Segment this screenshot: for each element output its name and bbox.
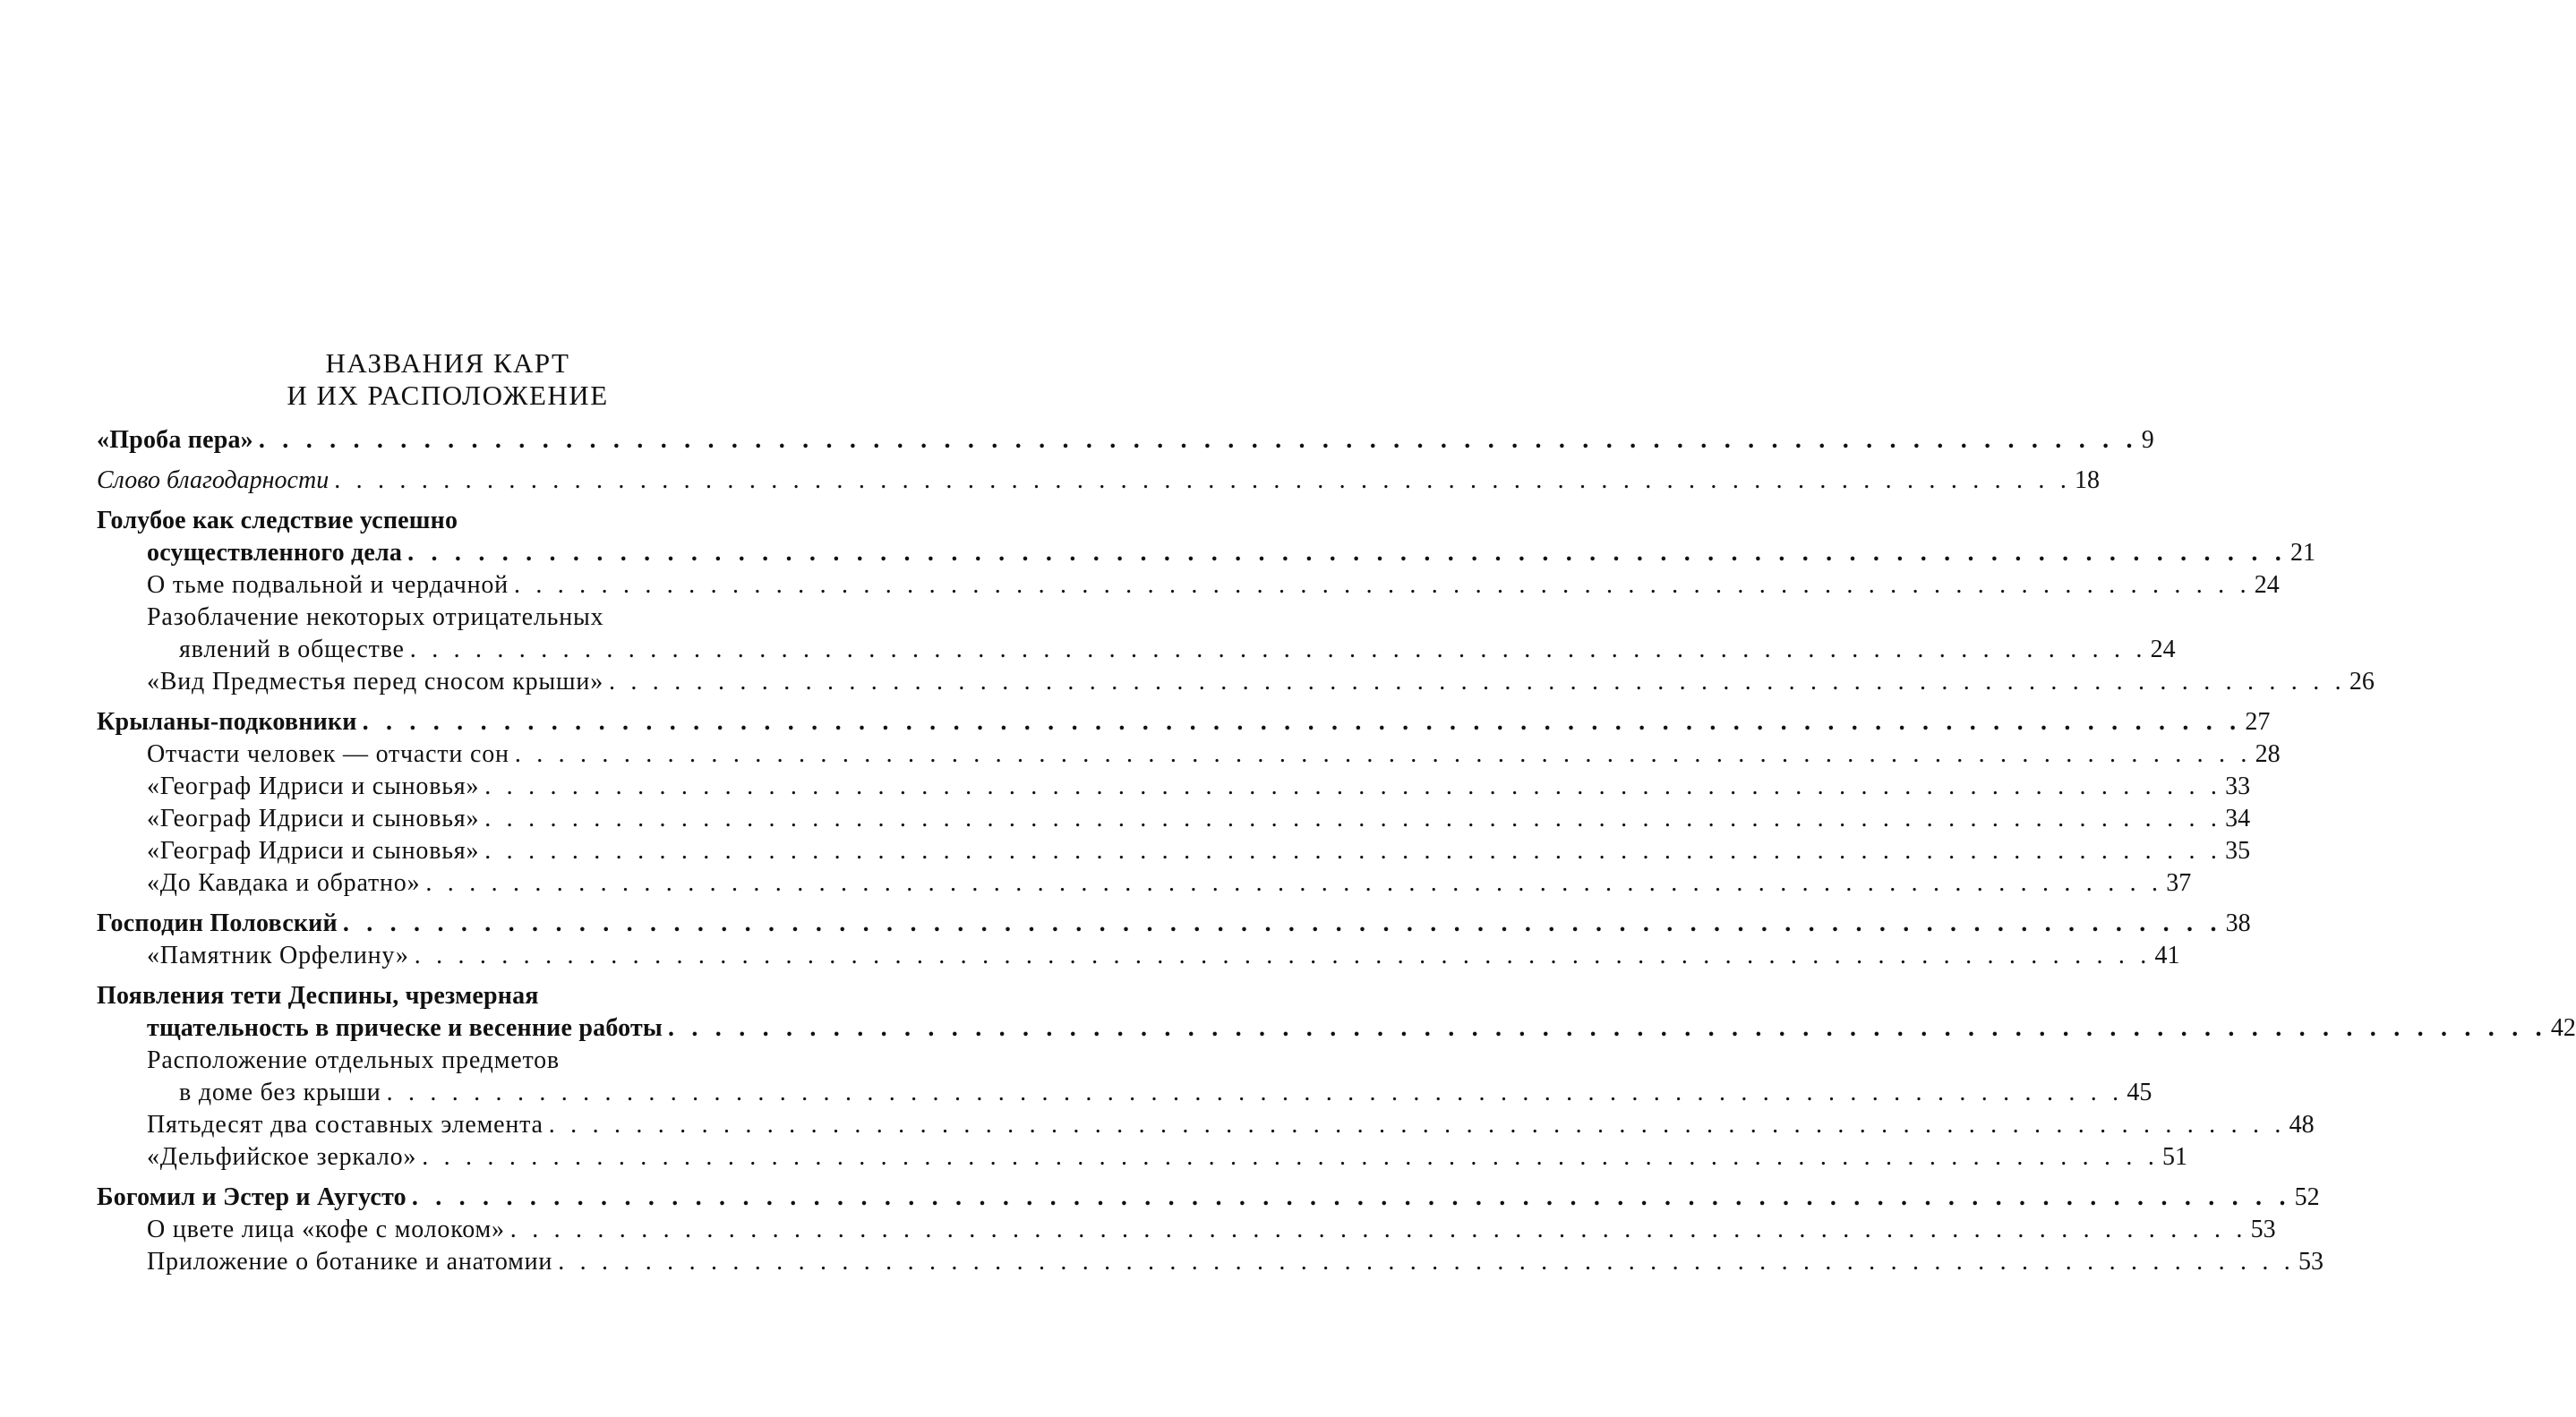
toc-page-number: 41 — [2154, 942, 2180, 969]
toc-page-number: 18 — [2075, 466, 2101, 494]
toc-entry — [97, 835, 2251, 867]
toc-page-number: 21 — [2289, 539, 2315, 567]
toc-entry — [97, 1246, 2324, 1278]
toc-entry-title: Господин Половский — [97, 909, 338, 937]
section-gap — [97, 457, 738, 465]
toc-leader-dots: . . . . . . . . . . . . . . . . . . . . . . . . . . . . . . . . . . . . . . . . . . . . . . . . . . . . . . . . . . . . . . . . . . . . . . . . . . . . . . . . — [342, 909, 2222, 937]
section-gap — [97, 900, 738, 908]
toc-entry-title: Приложение о ботанике и анатомии — [147, 1248, 553, 1276]
toc-leader-dots: . . . . . . . . . . . . . . . . . . . . . . . . . . . . . . . . . . . . . . . . . . . . . . . . . . . . . . . . . . . . . . . . . . . . . . . . . . . . . . . . — [484, 805, 2222, 832]
toc-title-line-1: НАЗВАНИЯ КАРТ — [325, 347, 570, 379]
toc-entry-title: осуществленного дела — [147, 539, 403, 567]
toc-page-number: 37 — [2166, 869, 2192, 897]
toc-entry — [97, 666, 2375, 698]
toc-leader-dots: . . . . . . . . . . . . . . . . . . . . . . . . . . . . . . . . . . . . . . . . . . . . . . . . . . . . . . . . . . . . . . . . . . . . . . . . . . . . . . . . — [414, 942, 2152, 969]
toc-entry — [97, 867, 2192, 900]
toc-leader-dots: . . . . . . . . . . . . . . . . . . . . . . . . . . . . . . . . . . . . . . . . . . . . . . . . . . . . . . . . . . . . . . . . . . . . . . . . . . . . . . . . — [386, 1079, 2124, 1106]
toc-entry — [97, 738, 2281, 771]
toc-leader-dots: . . . . . . . . . . . . . . . . . . . . . . . . . . . . . . . . . . . . . . . . . . . . . . . . . . . . . . . . . . . . . . . . . . . . . . . . . . . . . . . . — [609, 668, 2346, 696]
toc-entry-title: О тьме подвальной и чердачной — [147, 571, 509, 599]
toc-entry — [97, 908, 2251, 940]
toc-entry-title: Голубое как следствие успешно — [97, 507, 458, 534]
toc-entry-title: Крыланы-подковники — [97, 708, 357, 736]
toc-entry — [97, 1045, 738, 1077]
toc-leader-dots: . . . . . . . . . . . . . . . . . . . . . . . . . . . . . . . . . . . . . . . . . . . . . . . . . . . . . . . . . . . . . . . . . . . . . . . . . . . . . . . . — [258, 426, 2138, 454]
toc-leader-dots: . . . . . . . . . . . . . . . . . . . . . . . . . . . . . . . . . . . . . . . . . . . . . . . . . . . . . . . . . . . . . . . . . . . . . . . . . . . . . . . . — [362, 708, 2242, 736]
toc-entry-title: Отчасти человек — отчасти сон — [147, 740, 509, 768]
toc-entry-title: «Географ Идриси и сыновья» — [147, 805, 480, 832]
toc-entry-title: «Географ Идриси и сыновья» — [147, 837, 480, 865]
toc-entry — [97, 803, 2251, 835]
toc-page-number: 42 — [2550, 1014, 2576, 1042]
toc-page-number: 34 — [2225, 805, 2251, 832]
section-gap — [97, 972, 738, 980]
section-gap — [97, 1174, 738, 1182]
toc-page-number: 38 — [2225, 909, 2251, 937]
toc-page-number: 24 — [2150, 636, 2176, 663]
toc-entry-title: Расположение отдельных предметов — [147, 1046, 560, 1074]
toc-leader-dots: . . . . . . . . . . . . . . . . . . . . . . . . . . . . . . . . . . . . . . . . . . . . . . . . . . . . . . . . . . . . . . . . . . . . . . . . . . . . . . . . — [411, 1183, 2291, 1211]
toc-entry — [97, 706, 2271, 738]
toc-entry — [97, 569, 2280, 602]
toc-leader-dots: . . . . . . . . . . . . . . . . . . . . . . . . . . . . . . . . . . . . . . . . . . . . . . . . . . . . . . . . . . . . . . . . . . . . . . . . . . . . . . . . — [513, 571, 2251, 599]
toc-entry-title: Пятьдесят два составных элемента — [147, 1111, 543, 1139]
section-gap — [97, 497, 738, 505]
toc-page-number: 33 — [2225, 773, 2251, 800]
toc-entry — [97, 1012, 2576, 1045]
toc-entry-title: «Географ Идриси и сыновья» — [147, 773, 480, 800]
toc-page-number: 45 — [2127, 1079, 2152, 1106]
toc-page-number: 24 — [2254, 571, 2280, 599]
toc-page-number: 53 — [2250, 1216, 2276, 1243]
toc-entry-title: явлений в обществе — [179, 636, 405, 663]
toc-entry — [97, 980, 738, 1012]
toc-entry-title: Разоблачение некоторых отрицательных — [147, 603, 604, 631]
table-of-contents — [97, 424, 2576, 1278]
toc-entry-title: «До Кавдака и обратно» — [147, 869, 421, 897]
toc-page-number: 51 — [2162, 1143, 2188, 1171]
toc-entry — [97, 1214, 2276, 1246]
toc-leader-dots: . . . . . . . . . . . . . . . . . . . . . . . . . . . . . . . . . . . . . . . . . . . . . . . . . . . . . . . . . . . . . . . . . . . . . . . . . . . . . . . . — [558, 1248, 2295, 1276]
toc-leader-dots: . . . . . . . . . . . . . . . . . . . . . . . . . . . . . . . . . . . . . . . . . . . . . . . . . . . . . . . . . . . . . . . . . . . . . . . . . . . . . . . . — [484, 837, 2222, 865]
toc-title-line-2: И ИХ РАСПОЛОЖЕНИЕ — [287, 380, 609, 411]
toc-entry-title: Богомил и Эстер и Аугусто — [97, 1183, 407, 1211]
toc-entry — [97, 1109, 2315, 1141]
toc-leader-dots: . . . . . . . . . . . . . . . . . . . . . . . . . . . . . . . . . . . . . . . . . . . . . . . . . . . . . . . . . . . . . . . . . . . . . . . . . . . . . . . . — [422, 1143, 2160, 1171]
toc-page-number: 26 — [2349, 668, 2375, 696]
toc-leader-dots: . . . . . . . . . . . . . . . . . . . . . . . . . . . . . . . . . . . . . . . . . . . . . . . . . . . . . . . . . . . . . . . . . . . . . . . . . . . . . . . . — [548, 1111, 2286, 1139]
toc-entry — [97, 465, 2101, 497]
toc-entry — [97, 1182, 2320, 1214]
toc-page-number: 35 — [2225, 837, 2251, 865]
toc-entry — [97, 1141, 2188, 1174]
toc-leader-dots: . . . . . . . . . . . . . . . . . . . . . . . . . . . . . . . . . . . . . . . . . . . . . . . . . . . . . . . . . . . . . . . . . . . . . . . . . . . . . . . . — [334, 466, 2072, 494]
toc-entry — [97, 940, 2180, 972]
toc-entry — [97, 505, 738, 537]
toc-page-number: 48 — [2289, 1111, 2315, 1139]
toc-page-number: 28 — [2255, 740, 2281, 768]
toc-entry — [97, 602, 738, 634]
toc-entry — [97, 634, 2176, 666]
toc-entry — [97, 537, 2315, 569]
toc-leader-dots: . . . . . . . . . . . . . . . . . . . . . . . . . . . . . . . . . . . . . . . . . . . . . . . . . . . . . . . . . . . . . . . . . . . . . . . . . . . . . . . . — [407, 539, 2287, 567]
toc-entry-title: Слово благодарности — [97, 466, 329, 494]
toc-entry — [97, 424, 2154, 457]
toc-page-number: 52 — [2294, 1183, 2320, 1211]
toc-leader-dots: . . . . . . . . . . . . . . . . . . . . . . . . . . . . . . . . . . . . . . . . . . . . . . . . . . . . . . . . . . . . . . . . . . . . . . . . . . . . . . . . — [514, 740, 2252, 768]
toc-entry-title: «Вид Предместья перед сносом крыши» — [147, 668, 603, 696]
toc-entry — [97, 1077, 2152, 1109]
toc-leader-dots: . . . . . . . . . . . . . . . . . . . . . . . . . . . . . . . . . . . . . . . . . . . . . . . . . . . . . . . . . . . . . . . . . . . . . . . . . . . . . . . . — [484, 773, 2222, 800]
toc-page-number: 9 — [2141, 426, 2154, 454]
toc-entry-title: «Проба пера» — [97, 426, 253, 454]
section-gap — [97, 698, 738, 706]
toc-page-number: 27 — [2245, 708, 2271, 736]
toc-leader-dots: . . . . . . . . . . . . . . . . . . . . . . . . . . . . . . . . . . . . . . . . . . . . . . . . . . . . . . . . . . . . . . . . . . . . . . . . . . . . . . . . — [409, 636, 2147, 663]
toc-entry-title: Появления тети Деспины, чрезмерная — [97, 982, 539, 1010]
toc-page-number: 53 — [2298, 1248, 2324, 1276]
toc-entry-title: «Памятник Орфелину» — [147, 942, 409, 969]
toc-entry-title: тщательность в прическе и весенние работы — [147, 1014, 663, 1042]
toc-leader-dots: . . . . . . . . . . . . . . . . . . . . . . . . . . . . . . . . . . . . . . . . . . . . . . . . . . . . . . . . . . . . . . . . . . . . . . . . . . . . . . . . — [668, 1014, 2547, 1042]
toc-entry-title: О цвете лица «кофе с молоком» — [147, 1216, 505, 1243]
toc-entry-title: в доме без крыши — [179, 1079, 381, 1106]
toc-leader-dots: . . . . . . . . . . . . . . . . . . . . . . . . . . . . . . . . . . . . . . . . . . . . . . . . . . . . . . . . . . . . . . . . . . . . . . . . . . . . . . . . — [425, 869, 2163, 897]
toc-leader-dots: . . . . . . . . . . . . . . . . . . . . . . . . . . . . . . . . . . . . . . . . . . . . . . . . . . . . . . . . . . . . . . . . . . . . . . . . . . . . . . . . — [509, 1216, 2247, 1243]
toc-entry — [97, 771, 2251, 803]
toc-entry-title: «Дельфийское зеркало» — [147, 1143, 417, 1171]
